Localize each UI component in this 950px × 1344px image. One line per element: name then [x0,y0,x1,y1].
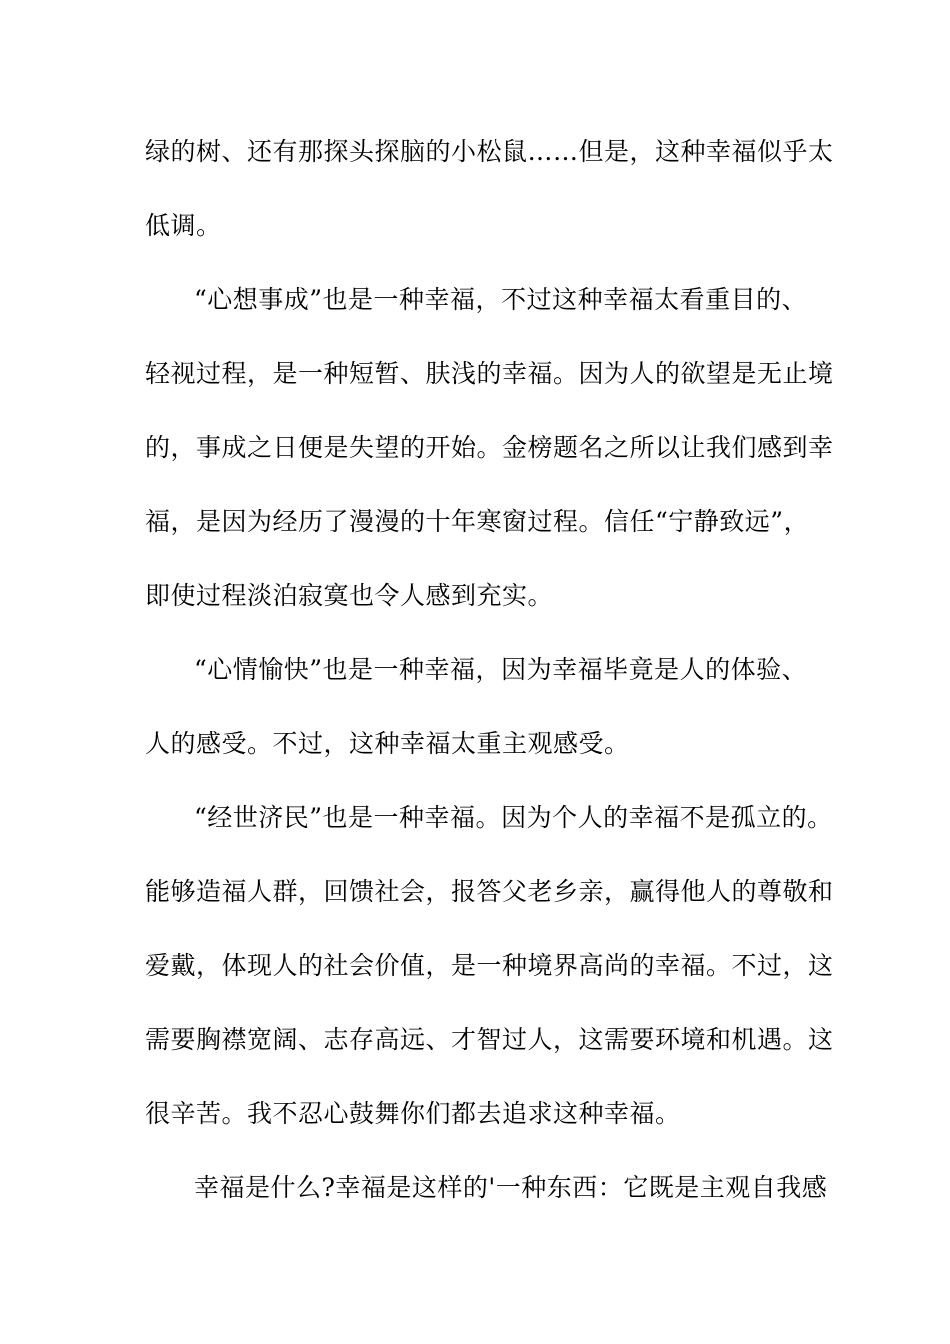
text-line-1: 绿的树、还有那探头探脑的小松鼠……但是，这种幸福似乎太 [145,137,834,166]
text-line-10: “经世济民”也是一种幸福。因为个人的幸福不是孤立的。 [194,803,833,832]
text-line-9: 人的感受。不过，这种幸福太重主观感受。 [145,729,630,758]
text-line-8: “心情愉快”也是一种幸福，因为幸福毕竟是人的体验、 [194,655,808,684]
text-line-13: 需要胸襟宽阔、志存高远、才智过人，这需要环境和机遇。这 [145,1025,834,1054]
text-line-2: 低调。 [145,211,222,240]
text-line-12: 爱戴，体现人的社会价值，是一种境界高尚的幸福。不过，这 [145,951,834,980]
text-line-7: 即使过程淡泊寂寞也令人感到充实。 [145,581,554,610]
text-line-4: 轻视过程，是一种短暂、肤浅的幸福。因为人的欲望是无止境 [145,359,834,388]
text-line-15: 幸福是什么?幸福是这样的'一种东西：它既是主观自我感 [194,1173,828,1202]
text-line-14: 很辛苦。我不忍心鼓舞你们都去追求这种幸福。 [145,1099,681,1128]
text-line-6: 福，是因为经历了漫漫的十年寒窗过程。信任“宁静致远”， [145,507,810,536]
text-line-3: “心想事成”也是一种幸福，不过这种幸福太看重目的、 [194,285,808,314]
text-line-5: 的，事成之日便是失望的开始。金榜题名之所以让我们感到幸 [145,433,834,462]
text-line-11: 能够造福人群，回馈社会，报答父老乡亲，赢得他人的尊敬和 [145,877,834,906]
